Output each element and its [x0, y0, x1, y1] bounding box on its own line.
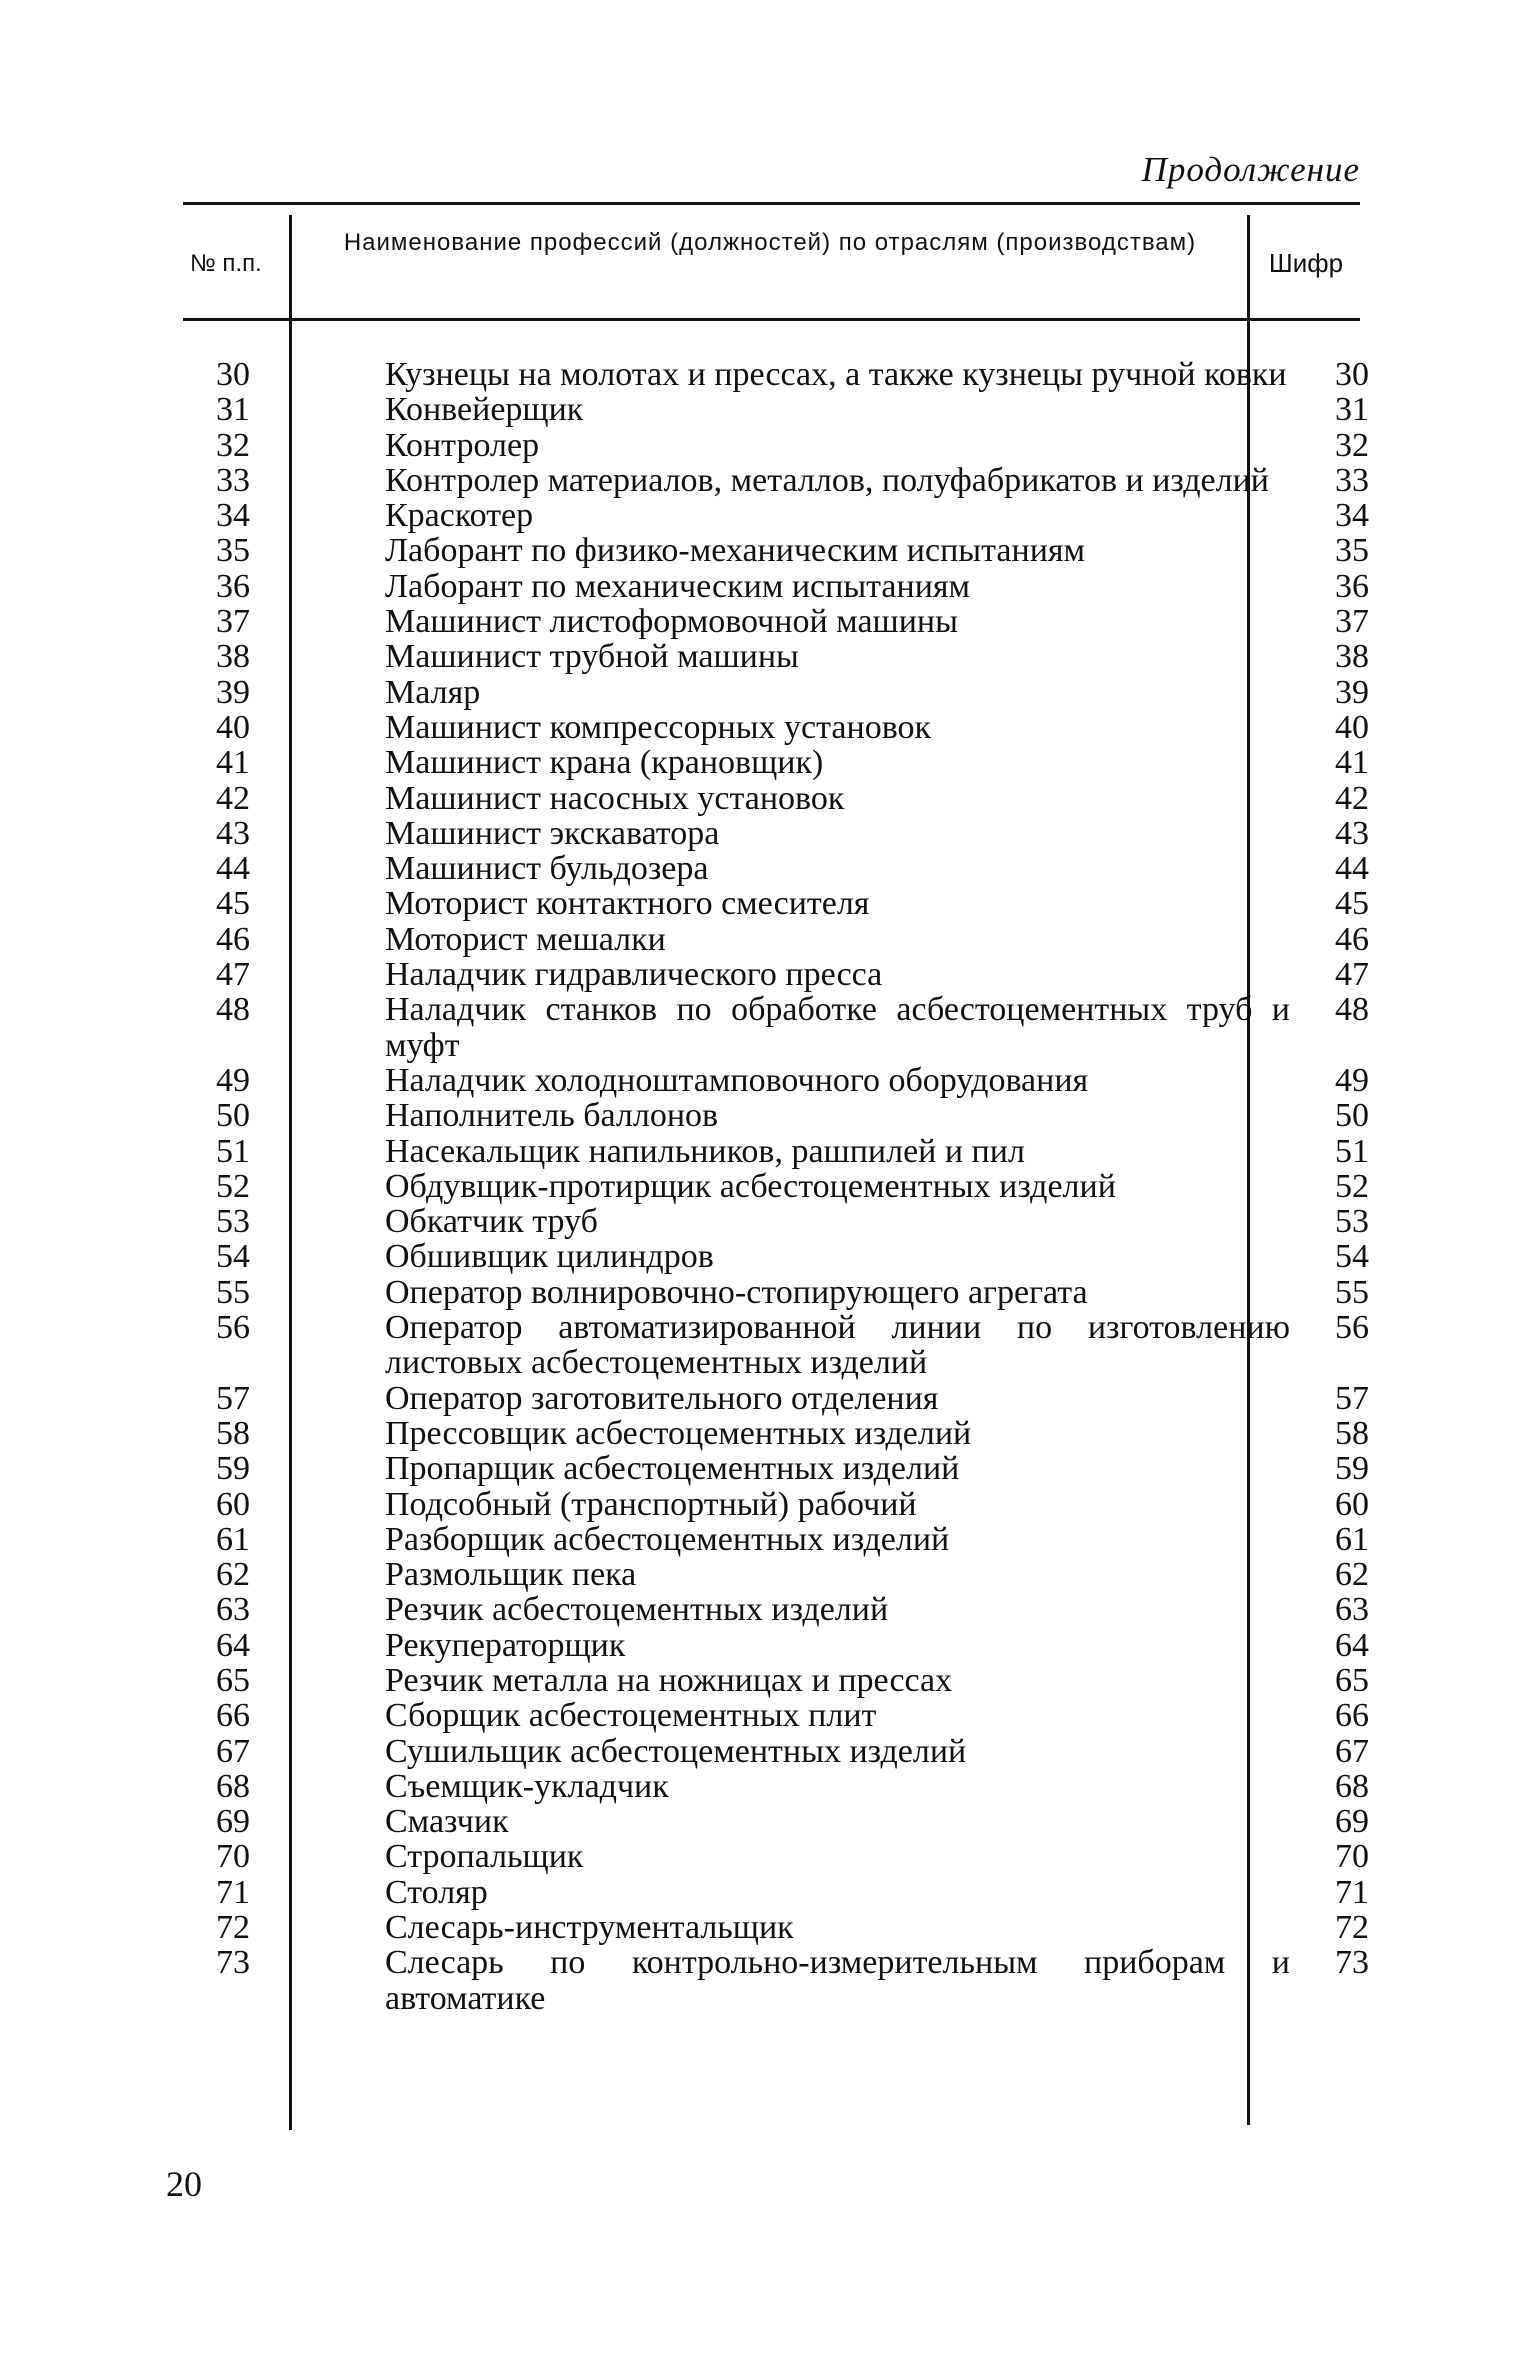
table-row	[183, 1309, 1369, 1382]
row-number: 46	[216, 920, 250, 958]
row-code: 47	[1335, 956, 1369, 994]
row-number: 64	[216, 1626, 250, 1664]
row-code: 52	[1335, 1167, 1369, 1205]
table-row	[183, 1203, 1369, 1241]
table-row	[183, 1273, 1369, 1311]
row-code: 73	[1335, 1944, 1369, 1982]
row-number: 53	[216, 1203, 250, 1241]
row-code: 64	[1335, 1626, 1369, 1664]
row-code: 38	[1335, 638, 1369, 676]
row-profession-name: Наполнитель баллонов	[385, 1097, 719, 1135]
row-profession-name: Сушильщик асбестоцементных изделий	[385, 1732, 967, 1770]
row-number: 72	[216, 1909, 250, 1947]
row-number: 43	[216, 814, 250, 852]
row-number: 65	[216, 1661, 250, 1699]
row-code: 55	[1335, 1273, 1369, 1311]
row-profession-name: Стропальщик	[385, 1838, 584, 1876]
row-number: 56	[216, 1309, 250, 1347]
row-number: 30	[216, 356, 250, 393]
row-code: 30	[1335, 356, 1369, 393]
row-number: 71	[216, 1873, 250, 1911]
row-number: 60	[216, 1485, 250, 1523]
row-profession-name: Машинист насосных установок	[385, 779, 845, 817]
row-profession-name: Контролер	[385, 426, 540, 464]
row-code: 66	[1335, 1697, 1369, 1735]
row-number: 48	[216, 991, 250, 1029]
row-number: 52	[216, 1167, 250, 1205]
row-number: 40	[216, 708, 250, 746]
table-row	[183, 497, 1369, 535]
row-code: 45	[1335, 885, 1369, 923]
table-row	[183, 1485, 1369, 1523]
table-row	[183, 1450, 1369, 1488]
row-number: 66	[216, 1697, 250, 1735]
row-code: 54	[1335, 1238, 1369, 1276]
row-number: 39	[216, 673, 250, 711]
row-number: 32	[216, 426, 250, 464]
row-profession-name: Столяр	[385, 1873, 488, 1911]
table-row	[183, 1873, 1369, 1911]
row-number: 41	[216, 744, 250, 782]
row-profession-name: Пропарщик асбестоцементных изделий	[385, 1450, 960, 1488]
row-number: 54	[216, 1238, 250, 1276]
row-number: 70	[216, 1838, 250, 1876]
row-number: 51	[216, 1132, 250, 1170]
row-profession-name: Сборщик асбестоцементных плит	[385, 1697, 877, 1735]
row-profession-name: Лаборант по механическим испытаниям	[385, 567, 971, 605]
column-header-number: № п.п.	[190, 250, 262, 277]
table-row	[183, 850, 1369, 888]
row-number: 31	[216, 391, 250, 429]
table-row	[183, 744, 1369, 782]
table-row	[183, 356, 1369, 393]
table-row	[183, 426, 1369, 464]
row-code: 70	[1335, 1838, 1369, 1876]
table-row	[183, 1803, 1369, 1841]
row-number: 55	[216, 1273, 250, 1311]
page-number: 20	[166, 2164, 202, 2204]
row-profession-name: Моторист мешалки	[385, 920, 666, 958]
row-profession-name: Машинист компрессорных установок	[385, 708, 932, 746]
table-row	[183, 567, 1369, 605]
row-number: 37	[216, 603, 250, 641]
row-number: 69	[216, 1803, 250, 1841]
row-code: 63	[1335, 1591, 1369, 1629]
table-row	[183, 532, 1369, 570]
row-code: 33	[1335, 461, 1369, 499]
row-code: 32	[1335, 426, 1369, 464]
row-profession-name: Машинист крана (крановщик)	[385, 744, 824, 782]
row-profession-name: Кузнецы на молотах и прессах, а также кузнецы ручной ковки	[385, 356, 1287, 393]
row-number: 63	[216, 1591, 250, 1629]
column-header-code: Шифр	[1268, 248, 1344, 278]
continuation-label: Продолжение	[1141, 150, 1360, 189]
row-profession-name: Машинист бульдозера	[385, 850, 709, 888]
row-number: 61	[216, 1520, 250, 1558]
row-profession-name: Наладчик холодноштамповочного оборудования	[385, 1061, 1089, 1099]
column-header-name: Наименование профессий (должностей) по отраслям (производствам)	[343, 229, 1197, 256]
row-code: 68	[1335, 1767, 1369, 1805]
row-profession-name: Оператор волнировочно-стопирующего агрегата	[385, 1273, 1088, 1311]
row-code: 51	[1335, 1132, 1369, 1170]
table-row	[183, 1132, 1369, 1170]
row-profession-name: Лаборант по физико-механическим испытаниям	[385, 532, 1086, 570]
row-code: 65	[1335, 1661, 1369, 1699]
table-row	[183, 920, 1369, 958]
row-code: 49	[1335, 1061, 1369, 1099]
row-code: 58	[1335, 1414, 1369, 1452]
table-row	[183, 461, 1369, 499]
row-code: 46	[1335, 920, 1369, 958]
row-code: 50	[1335, 1097, 1369, 1135]
table-row	[183, 1097, 1369, 1135]
row-profession-name: Обкатчик труб	[385, 1203, 598, 1241]
row-profession-name: Подсобный (транспортный) рабочий	[385, 1485, 917, 1523]
table-row	[183, 1626, 1369, 1664]
row-number: 45	[216, 885, 250, 923]
row-code: 37	[1335, 603, 1369, 641]
row-profession-name: Наладчик станков по обработке асбестоцементных труб и муфт	[385, 991, 1290, 1064]
row-code: 72	[1335, 1909, 1369, 1947]
table-row	[183, 638, 1369, 676]
row-code: 39	[1335, 673, 1369, 711]
row-profession-name: Разборщик асбестоцементных изделий	[385, 1520, 950, 1558]
row-number: 44	[216, 850, 250, 888]
table-row	[183, 1379, 1369, 1417]
table-body	[183, 356, 1369, 2017]
row-profession-name: Моторист контактного смесителя	[385, 885, 870, 923]
row-profession-name: Машинист листоформовочной машины	[385, 603, 958, 641]
table-top-rule	[183, 202, 1360, 205]
table-row	[183, 1591, 1369, 1629]
row-profession-name: Рекуператорщик	[385, 1626, 626, 1664]
row-code: 48	[1335, 991, 1369, 1029]
row-profession-name: Контролер материалов, металлов, полуфабрикатов и изделий	[385, 461, 1269, 499]
table-row	[183, 708, 1369, 746]
table-row	[183, 1061, 1369, 1099]
row-number: 73	[216, 1944, 250, 1982]
table-row	[183, 1767, 1369, 1805]
row-code: 60	[1335, 1485, 1369, 1523]
row-number: 47	[216, 956, 250, 994]
row-number: 49	[216, 1061, 250, 1099]
row-profession-name: Краскотер	[385, 497, 534, 535]
row-profession-name: Обшивщик цилиндров	[385, 1238, 714, 1276]
row-number: 36	[216, 567, 250, 605]
table-row	[183, 885, 1369, 923]
table-row	[183, 1697, 1369, 1735]
row-profession-name: Съемщик-укладчик	[385, 1767, 669, 1805]
row-profession-name: Оператор автоматизированной линии по изготовлению листовых асбестоцементных изделий	[385, 1309, 1290, 1382]
row-code: 57	[1335, 1379, 1369, 1417]
row-code: 35	[1335, 532, 1369, 570]
table-row	[183, 1556, 1369, 1594]
table-row	[183, 991, 1369, 1064]
row-profession-name: Насекальщик напильников, рашпилей и пил	[385, 1132, 1025, 1170]
table-row	[183, 1238, 1369, 1276]
row-profession-name: Слесарь по контрольно-измерительным приборам и автоматике	[385, 1944, 1290, 2017]
row-number: 67	[216, 1732, 250, 1770]
row-profession-name: Прессовщик асбестоцементных изделий	[385, 1414, 972, 1452]
table-row	[183, 814, 1369, 852]
row-number: 50	[216, 1097, 250, 1135]
row-code: 53	[1335, 1203, 1369, 1241]
row-code: 71	[1335, 1873, 1369, 1911]
row-number: 38	[216, 638, 250, 676]
row-profession-name: Резчик металла на ножницах и прессах	[385, 1661, 953, 1699]
row-profession-name: Оператор заготовительного отделения	[385, 1379, 939, 1417]
table-row	[183, 1167, 1369, 1205]
row-code: 67	[1335, 1732, 1369, 1770]
row-profession-name: Маляр	[385, 673, 481, 711]
row-code: 43	[1335, 814, 1369, 852]
table-row	[183, 1838, 1369, 1876]
table-row	[183, 1520, 1369, 1558]
row-code: 56	[1335, 1309, 1369, 1347]
row-code: 61	[1335, 1520, 1369, 1558]
row-code: 59	[1335, 1450, 1369, 1488]
table-row	[183, 1661, 1369, 1699]
row-profession-name: Наладчик гидравлического пресса	[385, 956, 883, 994]
table-row	[183, 779, 1369, 817]
table-header-rule	[183, 318, 1360, 321]
table-row	[183, 956, 1369, 994]
row-number: 58	[216, 1414, 250, 1452]
row-code: 69	[1335, 1803, 1369, 1841]
row-number: 68	[216, 1767, 250, 1805]
row-code: 44	[1335, 850, 1369, 888]
table-row	[183, 673, 1369, 711]
row-number: 35	[216, 532, 250, 570]
table-row	[183, 603, 1369, 641]
table-row	[183, 1732, 1369, 1770]
row-number: 62	[216, 1556, 250, 1594]
row-code: 31	[1335, 391, 1369, 429]
row-code: 40	[1335, 708, 1369, 746]
row-profession-name: Размольщик пека	[385, 1556, 637, 1594]
row-profession-name: Машинист трубной машины	[385, 638, 799, 676]
row-profession-name: Резчик асбестоцементных изделий	[385, 1591, 889, 1629]
row-number: 33	[216, 461, 250, 499]
row-code: 42	[1335, 779, 1369, 817]
row-code: 62	[1335, 1556, 1369, 1594]
row-code: 36	[1335, 567, 1369, 605]
row-code: 34	[1335, 497, 1369, 535]
row-profession-name: Смазчик	[385, 1803, 509, 1841]
table-row	[183, 1414, 1369, 1452]
table-row	[183, 391, 1369, 429]
table-row	[183, 1909, 1369, 1947]
table-row	[183, 1944, 1369, 2017]
row-profession-name: Конвейерщик	[385, 391, 584, 429]
row-profession-name: Обдувщик-протирщик асбестоцементных изделий	[385, 1167, 1116, 1205]
row-number: 34	[216, 497, 250, 535]
row-profession-name: Машинист экскаватора	[385, 814, 720, 852]
row-number: 59	[216, 1450, 250, 1488]
row-number: 57	[216, 1379, 250, 1417]
row-number: 42	[216, 779, 250, 817]
row-code: 41	[1335, 744, 1369, 782]
row-profession-name: Слесарь-инструментальщик	[385, 1909, 794, 1947]
